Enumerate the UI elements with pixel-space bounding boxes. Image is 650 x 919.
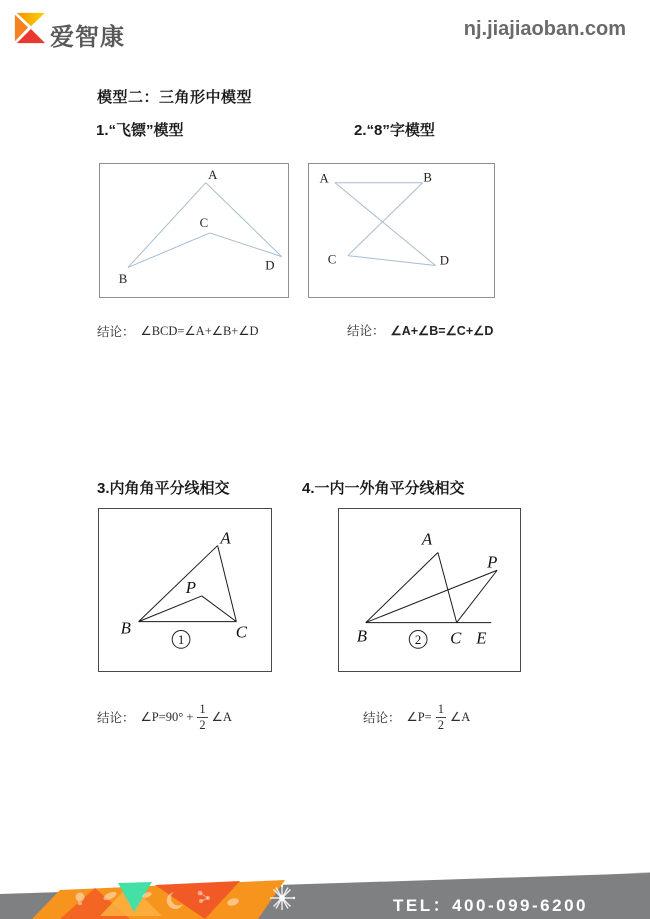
fraction-denominator: 2 (199, 717, 206, 732)
vertex-label-B: B (118, 272, 128, 287)
vertex-label-C: C (235, 622, 247, 642)
vertex-label-A: A (208, 167, 218, 182)
conclusion-4-pre: ∠P= (406, 710, 432, 724)
section4-heading: 4.一内一外角平分线相交 (302, 480, 465, 497)
vertex-label-C: C (450, 628, 462, 648)
fraction-numerator: 1 (437, 702, 444, 717)
vertex-label-B: B (120, 618, 131, 638)
vertex-label-D: D (439, 253, 449, 268)
conclusion-3-label: 结论： (97, 711, 135, 725)
conclusion-2-formula: ∠A+∠B=∠C+∠D (390, 323, 494, 338)
exterior-bisector-figure (338, 508, 521, 672)
conclusion-1-formula: ∠BCD=∠A+∠B+∠D (140, 324, 259, 338)
interior-bisector-drawing (99, 509, 271, 671)
dart-model-drawing (100, 164, 288, 297)
vertex-label-P: P (487, 552, 498, 572)
site-url: nj.jiajiaoban.com (463, 18, 626, 40)
figure4-badge-number: 2 (414, 632, 422, 647)
vertex-label-E: E (476, 628, 487, 648)
conclusion-1 (97, 322, 259, 340)
footer-color-triangles (32, 880, 285, 919)
conclusion-4-label: 结论： (363, 711, 401, 725)
fraction-one-half (197, 702, 207, 732)
exterior-bisector-drawing (339, 509, 520, 671)
vertex-label-D: D (265, 258, 275, 273)
conclusion-1-label: 结论： (97, 325, 135, 339)
conclusion-4 (363, 700, 470, 734)
conclusion-3-pre: ∠P=90° + (140, 710, 194, 724)
fraction-one-half (436, 702, 446, 732)
brand-name: 爱智康 (50, 24, 125, 51)
vertex-label-C: C (327, 252, 337, 267)
brand-logo-icon (13, 11, 47, 45)
lightbulb-base-icon (78, 902, 82, 906)
interior-bisector-figure (98, 508, 272, 672)
vertex-label-A: A (421, 529, 433, 549)
dart-model-figure (99, 163, 289, 298)
conclusion-3 (97, 700, 232, 734)
conclusion-4-post: ∠A (449, 710, 471, 724)
figure3-badge-number: 1 (177, 632, 185, 647)
conclusion-3-post: ∠A (211, 710, 232, 724)
vertex-label-A: A (220, 528, 231, 548)
fraction-denominator: 2 (437, 717, 444, 732)
figure8-model-lines (335, 183, 435, 266)
section1-heading: 1.“飞镖”模型 (96, 122, 184, 139)
section3-heading: 3.内角角平分线相交 (97, 480, 230, 497)
fraction-numerator: 1 (199, 702, 206, 717)
vertex-label-A: A (319, 171, 329, 186)
conclusion-2-label: 结论： (347, 324, 385, 338)
exterior-bisector-lines (366, 552, 497, 622)
figure8-model-drawing (309, 164, 494, 297)
vertex-label-B: B (423, 170, 432, 185)
phone-number: TEL：400-099-6200 (393, 896, 588, 915)
vertex-label-C: C (199, 216, 209, 231)
page-title: 模型二：三角形中模型 (97, 89, 253, 106)
lightbulb-icon (76, 893, 85, 902)
vertex-label-P: P (185, 577, 197, 597)
vertex-label-B: B (356, 626, 367, 646)
section2-heading: 2.“8”字模型 (354, 122, 435, 139)
conclusion-2 (347, 321, 493, 339)
figure8-model-figure (308, 163, 495, 298)
